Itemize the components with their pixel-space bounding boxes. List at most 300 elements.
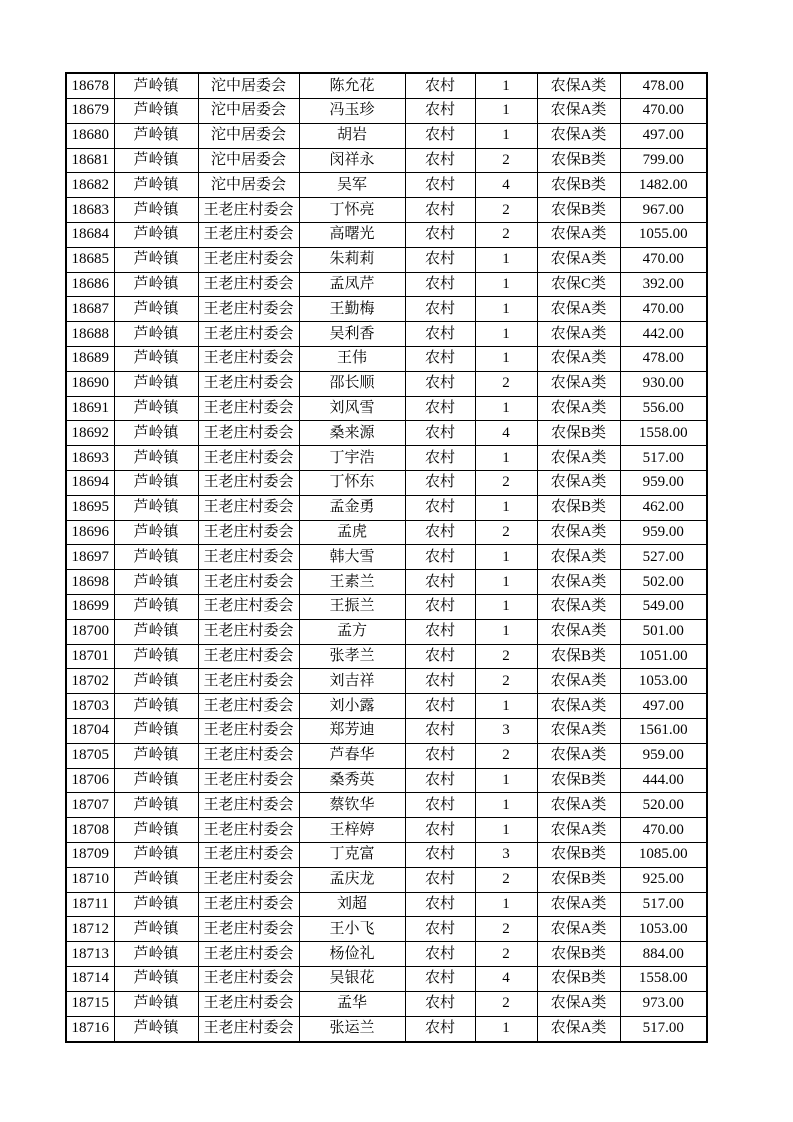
cell-person-count: 2 — [475, 644, 537, 669]
cell-insurance-category: 农保A类 — [537, 471, 620, 496]
cell-seq-no: 18702 — [66, 669, 114, 694]
cell-amount: 442.00 — [620, 322, 707, 347]
cell-village-committee: 沱中居委会 — [198, 73, 299, 99]
cell-person-count: 2 — [475, 520, 537, 545]
cell-town: 芦岭镇 — [114, 942, 198, 967]
cell-person-count: 2 — [475, 867, 537, 892]
cell-town: 芦岭镇 — [114, 694, 198, 719]
cell-amount: 444.00 — [620, 768, 707, 793]
cell-insurance-category: 农保A类 — [537, 347, 620, 372]
cell-amount: 517.00 — [620, 1016, 707, 1042]
cell-person-name: 丁怀亮 — [299, 198, 405, 223]
cell-insurance-category: 农保A类 — [537, 545, 620, 570]
cell-amount: 959.00 — [620, 520, 707, 545]
cell-town: 芦岭镇 — [114, 148, 198, 173]
cell-village-committee: 王老庄村委会 — [198, 371, 299, 396]
cell-town: 芦岭镇 — [114, 768, 198, 793]
cell-town: 芦岭镇 — [114, 793, 198, 818]
cell-insurance-category: 农保A类 — [537, 99, 620, 124]
cell-village-committee: 沱中居委会 — [198, 99, 299, 124]
cell-village-committee: 王老庄村委会 — [198, 446, 299, 471]
cell-residence-type: 农村 — [405, 347, 475, 372]
cell-town: 芦岭镇 — [114, 892, 198, 917]
cell-town: 芦岭镇 — [114, 322, 198, 347]
cell-insurance-category: 农保A类 — [537, 570, 620, 595]
cell-town: 芦岭镇 — [114, 570, 198, 595]
cell-insurance-category: 农保B类 — [537, 173, 620, 198]
cell-seq-no: 18714 — [66, 966, 114, 991]
cell-person-name: 邵长顺 — [299, 371, 405, 396]
cell-person-count: 1 — [475, 694, 537, 719]
cell-seq-no: 18684 — [66, 223, 114, 248]
cell-seq-no: 18709 — [66, 842, 114, 867]
cell-amount: 1055.00 — [620, 223, 707, 248]
table-row — [66, 446, 707, 471]
cell-insurance-category: 农保A类 — [537, 719, 620, 744]
cell-person-count: 2 — [475, 942, 537, 967]
cell-insurance-category: 农保A类 — [537, 247, 620, 272]
cell-town: 芦岭镇 — [114, 669, 198, 694]
table-row — [66, 173, 707, 198]
cell-residence-type: 农村 — [405, 173, 475, 198]
cell-town: 芦岭镇 — [114, 495, 198, 520]
cell-village-committee: 王老庄村委会 — [198, 471, 299, 496]
table-row — [66, 1016, 707, 1042]
cell-person-count: 1 — [475, 495, 537, 520]
cell-seq-no: 18708 — [66, 818, 114, 843]
cell-town: 芦岭镇 — [114, 917, 198, 942]
cell-seq-no: 18682 — [66, 173, 114, 198]
cell-village-committee: 沱中居委会 — [198, 123, 299, 148]
cell-residence-type: 农村 — [405, 446, 475, 471]
table-body — [66, 73, 707, 1042]
cell-insurance-category: 农保B类 — [537, 198, 620, 223]
cell-person-count: 1 — [475, 818, 537, 843]
cell-person-count: 1 — [475, 123, 537, 148]
cell-seq-no: 18687 — [66, 297, 114, 322]
cell-residence-type: 农村 — [405, 743, 475, 768]
cell-person-name: 高曙光 — [299, 223, 405, 248]
cell-person-name: 王小飞 — [299, 917, 405, 942]
cell-amount: 959.00 — [620, 471, 707, 496]
cell-insurance-category: 农保B类 — [537, 842, 620, 867]
cell-person-name: 芦春华 — [299, 743, 405, 768]
cell-amount: 478.00 — [620, 347, 707, 372]
cell-residence-type: 农村 — [405, 297, 475, 322]
cell-seq-no: 18681 — [66, 148, 114, 173]
cell-person-name: 孟方 — [299, 619, 405, 644]
cell-insurance-category: 农保B类 — [537, 942, 620, 967]
cell-person-count: 1 — [475, 570, 537, 595]
cell-amount: 1051.00 — [620, 644, 707, 669]
cell-village-committee: 王老庄村委会 — [198, 818, 299, 843]
cell-seq-no: 18683 — [66, 198, 114, 223]
cell-person-name: 蔡钦华 — [299, 793, 405, 818]
cell-seq-no: 18689 — [66, 347, 114, 372]
cell-seq-no: 18704 — [66, 719, 114, 744]
cell-town: 芦岭镇 — [114, 595, 198, 620]
table-row — [66, 966, 707, 991]
cell-seq-no: 18680 — [66, 123, 114, 148]
cell-amount: 462.00 — [620, 495, 707, 520]
cell-town: 芦岭镇 — [114, 123, 198, 148]
cell-village-committee: 王老庄村委会 — [198, 198, 299, 223]
cell-village-committee: 王老庄村委会 — [198, 495, 299, 520]
cell-person-count: 1 — [475, 793, 537, 818]
table-row — [66, 867, 707, 892]
cell-village-committee: 王老庄村委会 — [198, 570, 299, 595]
cell-village-committee: 王老庄村委会 — [198, 743, 299, 768]
cell-person-count: 1 — [475, 619, 537, 644]
cell-town: 芦岭镇 — [114, 619, 198, 644]
cell-insurance-category: 农保A类 — [537, 1016, 620, 1042]
cell-seq-no: 18712 — [66, 917, 114, 942]
cell-insurance-category: 农保A类 — [537, 793, 620, 818]
cell-person-count: 3 — [475, 842, 537, 867]
cell-insurance-category: 农保B类 — [537, 867, 620, 892]
cell-person-name: 王素兰 — [299, 570, 405, 595]
cell-village-committee: 王老庄村委会 — [198, 520, 299, 545]
cell-residence-type: 农村 — [405, 545, 475, 570]
cell-person-name: 孟凤芹 — [299, 272, 405, 297]
cell-residence-type: 农村 — [405, 198, 475, 223]
cell-village-committee: 王老庄村委会 — [198, 669, 299, 694]
cell-person-count: 1 — [475, 595, 537, 620]
table-row — [66, 247, 707, 272]
cell-person-count: 1 — [475, 73, 537, 99]
table-row — [66, 818, 707, 843]
table-row — [66, 917, 707, 942]
cell-amount: 497.00 — [620, 123, 707, 148]
cell-village-committee: 王老庄村委会 — [198, 247, 299, 272]
cell-amount: 549.00 — [620, 595, 707, 620]
cell-person-count: 3 — [475, 719, 537, 744]
cell-village-committee: 沱中居委会 — [198, 173, 299, 198]
cell-town: 芦岭镇 — [114, 520, 198, 545]
cell-residence-type: 农村 — [405, 1016, 475, 1042]
cell-residence-type: 农村 — [405, 123, 475, 148]
cell-person-count: 1 — [475, 99, 537, 124]
cell-residence-type: 农村 — [405, 595, 475, 620]
cell-residence-type: 农村 — [405, 842, 475, 867]
cell-village-committee: 王老庄村委会 — [198, 322, 299, 347]
table-row — [66, 396, 707, 421]
cell-seq-no: 18705 — [66, 743, 114, 768]
cell-person-count: 1 — [475, 768, 537, 793]
cell-person-name: 王梓婷 — [299, 818, 405, 843]
cell-seq-no: 18685 — [66, 247, 114, 272]
cell-town: 芦岭镇 — [114, 297, 198, 322]
cell-village-committee: 王老庄村委会 — [198, 595, 299, 620]
cell-person-name: 刘吉祥 — [299, 669, 405, 694]
cell-seq-no: 18692 — [66, 421, 114, 446]
cell-town: 芦岭镇 — [114, 743, 198, 768]
cell-residence-type: 农村 — [405, 520, 475, 545]
cell-insurance-category: 农保B类 — [537, 495, 620, 520]
cell-village-committee: 王老庄村委会 — [198, 421, 299, 446]
table-row — [66, 495, 707, 520]
cell-town: 芦岭镇 — [114, 247, 198, 272]
cell-amount: 799.00 — [620, 148, 707, 173]
cell-insurance-category: 农保B类 — [537, 768, 620, 793]
cell-residence-type: 农村 — [405, 619, 475, 644]
cell-insurance-category: 农保A类 — [537, 520, 620, 545]
cell-seq-no: 18693 — [66, 446, 114, 471]
cell-person-name: 张孝兰 — [299, 644, 405, 669]
cell-person-count: 2 — [475, 917, 537, 942]
table-row — [66, 991, 707, 1016]
cell-village-committee: 王老庄村委会 — [198, 223, 299, 248]
cell-village-committee: 王老庄村委会 — [198, 644, 299, 669]
table-row — [66, 520, 707, 545]
cell-insurance-category: 农保A类 — [537, 917, 620, 942]
cell-residence-type: 农村 — [405, 73, 475, 99]
cell-seq-no: 18711 — [66, 892, 114, 917]
cell-insurance-category: 农保B类 — [537, 966, 620, 991]
cell-amount: 470.00 — [620, 247, 707, 272]
cell-amount: 501.00 — [620, 619, 707, 644]
cell-village-committee: 王老庄村委会 — [198, 1016, 299, 1042]
cell-amount: 502.00 — [620, 570, 707, 595]
cell-amount: 517.00 — [620, 446, 707, 471]
cell-seq-no: 18679 — [66, 99, 114, 124]
cell-person-count: 2 — [475, 223, 537, 248]
cell-person-name: 韩大雪 — [299, 545, 405, 570]
cell-insurance-category: 农保A类 — [537, 694, 620, 719]
cell-amount: 517.00 — [620, 892, 707, 917]
cell-town: 芦岭镇 — [114, 644, 198, 669]
cell-amount: 470.00 — [620, 297, 707, 322]
cell-amount: 470.00 — [620, 99, 707, 124]
table-row — [66, 595, 707, 620]
table-row — [66, 570, 707, 595]
table-row — [66, 73, 707, 99]
table-row — [66, 619, 707, 644]
table-row — [66, 768, 707, 793]
cell-amount: 925.00 — [620, 867, 707, 892]
cell-person-count: 2 — [475, 148, 537, 173]
cell-town: 芦岭镇 — [114, 272, 198, 297]
cell-amount: 497.00 — [620, 694, 707, 719]
cell-residence-type: 农村 — [405, 247, 475, 272]
cell-residence-type: 农村 — [405, 272, 475, 297]
table-row — [66, 545, 707, 570]
cell-person-count: 1 — [475, 396, 537, 421]
cell-person-count: 2 — [475, 991, 537, 1016]
cell-village-committee: 王老庄村委会 — [198, 768, 299, 793]
table-row — [66, 297, 707, 322]
cell-village-committee: 王老庄村委会 — [198, 991, 299, 1016]
cell-person-name: 桑秀英 — [299, 768, 405, 793]
cell-seq-no: 18703 — [66, 694, 114, 719]
cell-person-count: 2 — [475, 743, 537, 768]
cell-seq-no: 18715 — [66, 991, 114, 1016]
cell-town: 芦岭镇 — [114, 966, 198, 991]
cell-village-committee: 王老庄村委会 — [198, 396, 299, 421]
cell-residence-type: 农村 — [405, 495, 475, 520]
cell-amount: 1053.00 — [620, 669, 707, 694]
cell-residence-type: 农村 — [405, 991, 475, 1016]
cell-village-committee: 王老庄村委会 — [198, 793, 299, 818]
cell-person-name: 刘风雪 — [299, 396, 405, 421]
cell-village-committee: 沱中居委会 — [198, 148, 299, 173]
table-row — [66, 371, 707, 396]
cell-town: 芦岭镇 — [114, 421, 198, 446]
cell-seq-no: 18699 — [66, 595, 114, 620]
table-row — [66, 272, 707, 297]
cell-residence-type: 农村 — [405, 719, 475, 744]
cell-person-name: 胡岩 — [299, 123, 405, 148]
table-row — [66, 942, 707, 967]
cell-person-name: 孟华 — [299, 991, 405, 1016]
cell-seq-no: 18716 — [66, 1016, 114, 1042]
table-row — [66, 471, 707, 496]
cell-person-count: 2 — [475, 669, 537, 694]
cell-seq-no: 18706 — [66, 768, 114, 793]
cell-residence-type: 农村 — [405, 694, 475, 719]
cell-insurance-category: 农保A类 — [537, 446, 620, 471]
cell-residence-type: 农村 — [405, 421, 475, 446]
cell-village-committee: 王老庄村委会 — [198, 867, 299, 892]
cell-village-committee: 王老庄村委会 — [198, 272, 299, 297]
cell-person-name: 王勤梅 — [299, 297, 405, 322]
cell-residence-type: 农村 — [405, 942, 475, 967]
cell-person-name: 刘小露 — [299, 694, 405, 719]
cell-village-committee: 王老庄村委会 — [198, 719, 299, 744]
cell-insurance-category: 农保A类 — [537, 892, 620, 917]
cell-seq-no: 18694 — [66, 471, 114, 496]
cell-town: 芦岭镇 — [114, 446, 198, 471]
cell-town: 芦岭镇 — [114, 371, 198, 396]
cell-person-count: 1 — [475, 322, 537, 347]
cell-village-committee: 王老庄村委会 — [198, 619, 299, 644]
table-row — [66, 421, 707, 446]
cell-insurance-category: 农保A类 — [537, 595, 620, 620]
cell-insurance-category: 农保A类 — [537, 991, 620, 1016]
cell-residence-type: 农村 — [405, 669, 475, 694]
cell-residence-type: 农村 — [405, 570, 475, 595]
cell-seq-no: 18696 — [66, 520, 114, 545]
cell-person-count: 1 — [475, 347, 537, 372]
cell-seq-no: 18695 — [66, 495, 114, 520]
cell-town: 芦岭镇 — [114, 223, 198, 248]
cell-amount: 1085.00 — [620, 842, 707, 867]
cell-person-name: 吴利香 — [299, 322, 405, 347]
cell-person-name: 桑来源 — [299, 421, 405, 446]
cell-seq-no: 18710 — [66, 867, 114, 892]
cell-amount: 1558.00 — [620, 966, 707, 991]
cell-seq-no: 18698 — [66, 570, 114, 595]
cell-town: 芦岭镇 — [114, 719, 198, 744]
cell-person-count: 1 — [475, 545, 537, 570]
table-row — [66, 669, 707, 694]
cell-insurance-category: 农保A类 — [537, 619, 620, 644]
cell-residence-type: 农村 — [405, 322, 475, 347]
table-row — [66, 347, 707, 372]
cell-insurance-category: 农保A类 — [537, 396, 620, 421]
cell-town: 芦岭镇 — [114, 99, 198, 124]
cell-insurance-category: 农保C类 — [537, 272, 620, 297]
cell-village-committee: 王老庄村委会 — [198, 892, 299, 917]
cell-person-name: 朱莉莉 — [299, 247, 405, 272]
cell-amount: 967.00 — [620, 198, 707, 223]
cell-amount: 556.00 — [620, 396, 707, 421]
table-container — [65, 72, 708, 1043]
cell-person-name: 孟庆龙 — [299, 867, 405, 892]
cell-person-name: 丁怀东 — [299, 471, 405, 496]
cell-amount: 1558.00 — [620, 421, 707, 446]
cell-residence-type: 农村 — [405, 371, 475, 396]
cell-town: 芦岭镇 — [114, 842, 198, 867]
cell-amount: 470.00 — [620, 818, 707, 843]
cell-seq-no: 18697 — [66, 545, 114, 570]
cell-town: 芦岭镇 — [114, 73, 198, 99]
table-row — [66, 892, 707, 917]
cell-town: 芦岭镇 — [114, 818, 198, 843]
cell-person-name: 杨俭礼 — [299, 942, 405, 967]
cell-seq-no: 18686 — [66, 272, 114, 297]
table-row — [66, 719, 707, 744]
cell-village-committee: 王老庄村委会 — [198, 966, 299, 991]
insurance-payment-table — [65, 72, 708, 1043]
cell-town: 芦岭镇 — [114, 867, 198, 892]
cell-town: 芦岭镇 — [114, 471, 198, 496]
cell-village-committee: 王老庄村委会 — [198, 347, 299, 372]
cell-seq-no: 18701 — [66, 644, 114, 669]
cell-village-committee: 王老庄村委会 — [198, 942, 299, 967]
cell-insurance-category: 农保B类 — [537, 148, 620, 173]
cell-person-name: 王振兰 — [299, 595, 405, 620]
cell-insurance-category: 农保A类 — [537, 123, 620, 148]
cell-person-count: 1 — [475, 892, 537, 917]
cell-insurance-category: 农保A类 — [537, 297, 620, 322]
cell-person-count: 2 — [475, 371, 537, 396]
cell-amount: 1053.00 — [620, 917, 707, 942]
cell-person-count: 4 — [475, 421, 537, 446]
cell-village-committee: 王老庄村委会 — [198, 694, 299, 719]
cell-residence-type: 农村 — [405, 818, 475, 843]
cell-person-name: 冯玉珍 — [299, 99, 405, 124]
cell-insurance-category: 农保A类 — [537, 322, 620, 347]
cell-insurance-category: 农保A类 — [537, 669, 620, 694]
cell-residence-type: 农村 — [405, 644, 475, 669]
cell-amount: 884.00 — [620, 942, 707, 967]
cell-person-name: 陈允花 — [299, 73, 405, 99]
cell-residence-type: 农村 — [405, 892, 475, 917]
cell-residence-type: 农村 — [405, 223, 475, 248]
cell-amount: 959.00 — [620, 743, 707, 768]
cell-seq-no: 18688 — [66, 322, 114, 347]
cell-person-count: 4 — [475, 173, 537, 198]
table-row — [66, 148, 707, 173]
table-row — [66, 123, 707, 148]
cell-residence-type: 农村 — [405, 99, 475, 124]
cell-seq-no: 18707 — [66, 793, 114, 818]
cell-seq-no: 18690 — [66, 371, 114, 396]
cell-seq-no: 18713 — [66, 942, 114, 967]
cell-residence-type: 农村 — [405, 396, 475, 421]
cell-person-count: 2 — [475, 471, 537, 496]
cell-amount: 973.00 — [620, 991, 707, 1016]
cell-person-name: 丁克富 — [299, 842, 405, 867]
table-row — [66, 644, 707, 669]
cell-person-count: 2 — [475, 198, 537, 223]
cell-person-count: 4 — [475, 966, 537, 991]
cell-amount: 392.00 — [620, 272, 707, 297]
cell-amount: 478.00 — [620, 73, 707, 99]
table-row — [66, 842, 707, 867]
cell-town: 芦岭镇 — [114, 1016, 198, 1042]
